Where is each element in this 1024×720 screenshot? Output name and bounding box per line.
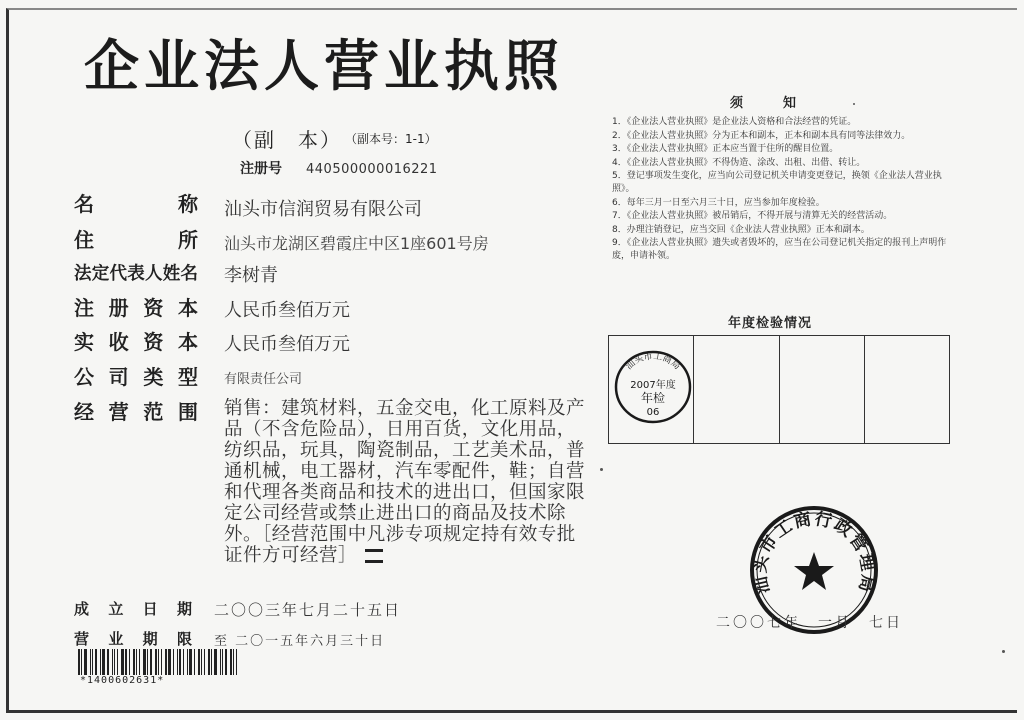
company-type-label xyxy=(74,361,198,390)
notice-item: 9．《企业法人营业执照》遗失或者毁坏的，应当在公司登记机关指定的报刊上声明作废，申请补领。 xyxy=(612,238,947,261)
established-date-label xyxy=(74,598,192,619)
svg-text:汕头市工商行政管理局 xyxy=(749,508,877,596)
label-char: 型 xyxy=(177,365,198,389)
label-char: 日 xyxy=(142,600,158,618)
barcode-bar xyxy=(112,649,113,675)
barcode-bar xyxy=(102,649,105,675)
label-char: 营 xyxy=(74,630,90,648)
barcode-bar xyxy=(107,649,109,675)
label-char: 围 xyxy=(177,400,198,424)
barcode-bar xyxy=(233,649,234,675)
label-char: 业 xyxy=(108,630,124,648)
label-char: 经 xyxy=(74,400,94,424)
label-char: 期 xyxy=(142,630,158,648)
copy-number: （副本号：1-1） xyxy=(345,132,437,146)
label-char: 法 xyxy=(74,264,92,284)
label-char: 名 xyxy=(74,192,94,216)
label-char: 营 xyxy=(108,400,129,424)
label-char: 人 xyxy=(145,264,163,284)
barcode-bar xyxy=(165,649,167,675)
barcode-bar xyxy=(95,649,97,675)
barcode-bar xyxy=(92,649,93,675)
label-char: 表 xyxy=(127,264,145,284)
barcode-bar xyxy=(201,649,202,675)
label-char: 住 xyxy=(74,228,94,252)
barcode-bar xyxy=(208,649,210,675)
barcode-bar xyxy=(129,649,130,675)
stamp-number: 06 xyxy=(646,407,660,418)
scan-speck xyxy=(853,103,855,105)
label-char: 期 xyxy=(176,600,192,618)
license-title: 企业法人营业执照 xyxy=(84,34,565,98)
barcode-bar xyxy=(222,649,223,675)
annual-inspection-cell xyxy=(694,336,779,443)
label-char: 注 xyxy=(74,296,94,320)
label-char: 公 xyxy=(74,365,94,389)
annual-inspection-title: 年度检验情况 xyxy=(728,316,813,331)
copy-label: （副 本） xyxy=(232,128,342,152)
notice-list xyxy=(612,116,957,264)
barcode-bar xyxy=(230,649,232,675)
label-char: 定 xyxy=(91,264,110,284)
business-scope-label xyxy=(74,396,198,425)
barcode-bar xyxy=(204,649,205,675)
barcode-bar xyxy=(121,649,124,675)
stamp-year: 2007年度 xyxy=(630,380,676,391)
barcode-bar xyxy=(117,649,118,675)
registration-number: 440500000016221 xyxy=(306,162,438,177)
established-date-value: 二〇〇三年七月二十五日 xyxy=(214,601,402,619)
label-char: 本 xyxy=(177,330,198,354)
legal-rep-label xyxy=(74,260,198,285)
label-char: 限 xyxy=(176,630,192,648)
seal-text: 汕头市工商行政管理局 xyxy=(750,509,878,596)
business-scope-value xyxy=(224,398,592,566)
notice-item: 8．办理注销登记，应当交回《企业法人营业执照》正本和副本。 xyxy=(612,224,870,235)
annual-inspection-cell xyxy=(865,336,949,443)
registered-capital-value: 人民币叁佰万元 xyxy=(224,300,350,321)
paid-capital-value: 人民币叁佰万元 xyxy=(224,334,350,355)
barcode xyxy=(78,649,264,675)
barcode-bar xyxy=(143,649,146,675)
notice-item: 5．登记事项发生变化，应当向公司登记机关申请变更登记，换领《企业法人营业执照》。 xyxy=(612,171,942,194)
label-char: 类 xyxy=(143,365,164,389)
notice-item: 3．《企业法人营业执照》正本应当置于住所的醒目位置。 xyxy=(612,144,839,155)
label-char: 本 xyxy=(177,296,198,320)
label-char: 成 xyxy=(74,600,90,618)
barcode-bar xyxy=(147,649,148,675)
barcode-bar xyxy=(183,649,184,675)
address-label xyxy=(74,224,198,253)
barcode-bar xyxy=(155,649,157,675)
label-char: 代 xyxy=(109,264,127,284)
barcode-number: *1400602631* xyxy=(80,675,165,686)
barcode-bar xyxy=(114,649,115,675)
barcode-bar xyxy=(173,649,174,675)
label-char: 所 xyxy=(178,228,198,252)
barcode-bar xyxy=(225,649,227,675)
barcode-bar xyxy=(133,649,135,675)
label-char: 资 xyxy=(143,330,164,354)
registration-label: 注册号 xyxy=(240,161,282,177)
barcode-bar xyxy=(84,649,87,675)
barcode-bar xyxy=(187,649,188,675)
paid-capital-label xyxy=(74,326,198,355)
label-char: 立 xyxy=(108,600,124,618)
notice-item: 7．《企业法人营业执照》被吊销后，不得开展与清算无关的经营活动。 xyxy=(612,211,893,222)
legal-rep-value: 李树青 xyxy=(224,265,278,286)
label-char: 司 xyxy=(108,365,129,389)
barcode-bar xyxy=(90,649,91,675)
label-char: 称 xyxy=(178,192,198,216)
end-mark xyxy=(365,549,383,563)
notice-item: 2．《企业法人营业执照》分为正本和副本，正本和副本具有同等法律效力。 xyxy=(612,130,911,141)
barcode-bar xyxy=(139,649,140,675)
barcode-bar xyxy=(198,649,200,675)
star-icon xyxy=(794,552,834,590)
registered-capital-label xyxy=(74,292,198,321)
business-term-label xyxy=(74,628,192,649)
scan-speck xyxy=(600,468,603,471)
label-char: 名 xyxy=(180,264,198,284)
scan-speck xyxy=(1002,650,1005,653)
barcode-bar xyxy=(236,649,237,675)
barcode-bar xyxy=(177,649,178,675)
label-char: 姓 xyxy=(162,264,181,284)
barcode-bar xyxy=(100,649,101,675)
barcode-bar xyxy=(81,649,82,675)
barcode-bar xyxy=(158,649,159,675)
barcode-bar xyxy=(214,649,217,675)
barcode-bar xyxy=(161,649,162,675)
annual-inspection-table xyxy=(608,335,950,444)
label-char: 册 xyxy=(108,296,129,320)
barcode-bar xyxy=(125,649,127,675)
notice-item: 6．每年三月一日至六月三十日，应当参加年度检验。 xyxy=(612,197,825,208)
label-char: 范 xyxy=(143,400,164,424)
business-term-value: 至 二〇一五年六月三十日 xyxy=(214,634,386,649)
name-label xyxy=(74,188,198,217)
address-value: 汕头市龙湖区碧霞庄中区1座601号房 xyxy=(224,234,489,253)
barcode-bar xyxy=(189,649,192,675)
label-char: 收 xyxy=(108,330,129,354)
barcode-bar xyxy=(220,649,221,675)
company-name-value: 汕头市信润贸易有限公司 xyxy=(224,199,422,220)
notice-item: 4．《企业法人营业执照》不得伪造、涂改、出租、出借、转让。 xyxy=(612,157,866,168)
label-char: 实 xyxy=(74,330,94,354)
notice-item: 1．《企业法人营业执照》是企业法人资格和合法经营的凭证。 xyxy=(612,117,857,127)
barcode-bar xyxy=(150,649,152,675)
label-char: 资 xyxy=(143,296,164,320)
barcode-bar xyxy=(179,649,181,675)
issue-date: 二〇〇七年 一月 七日 xyxy=(716,615,903,631)
annual-inspection-stamp xyxy=(613,348,693,426)
barcode-bar xyxy=(211,649,212,675)
annual-inspection-cell xyxy=(780,336,865,443)
stamp-top-text: 汕头市工商局 xyxy=(624,351,682,372)
barcode-bar xyxy=(194,649,195,675)
stamp-mark: 年检 xyxy=(640,391,666,405)
barcode-bar xyxy=(136,649,137,675)
notice-title: 须知 xyxy=(730,96,837,111)
annual-inspection-cell xyxy=(609,336,694,443)
business-scope-text: 销售：建筑材料，五金交电，化工原料及产品（不含危险品），日用百货，文化用品，纺织品，玩具，陶瓷制品，工艺美术品，普通机械，电工器材，汽车零配件，鞋；自营和代理各类商品和技术的进出口，但国家限定公司经营或禁止进出口的商品及技术除外。［经营范围中凡涉专项规定持有效专批证件方可经营］ xyxy=(224,398,586,566)
barcode-bar xyxy=(78,649,80,675)
barcode-bar xyxy=(168,649,171,675)
company-type-value: 有限责任公司 xyxy=(224,372,303,387)
